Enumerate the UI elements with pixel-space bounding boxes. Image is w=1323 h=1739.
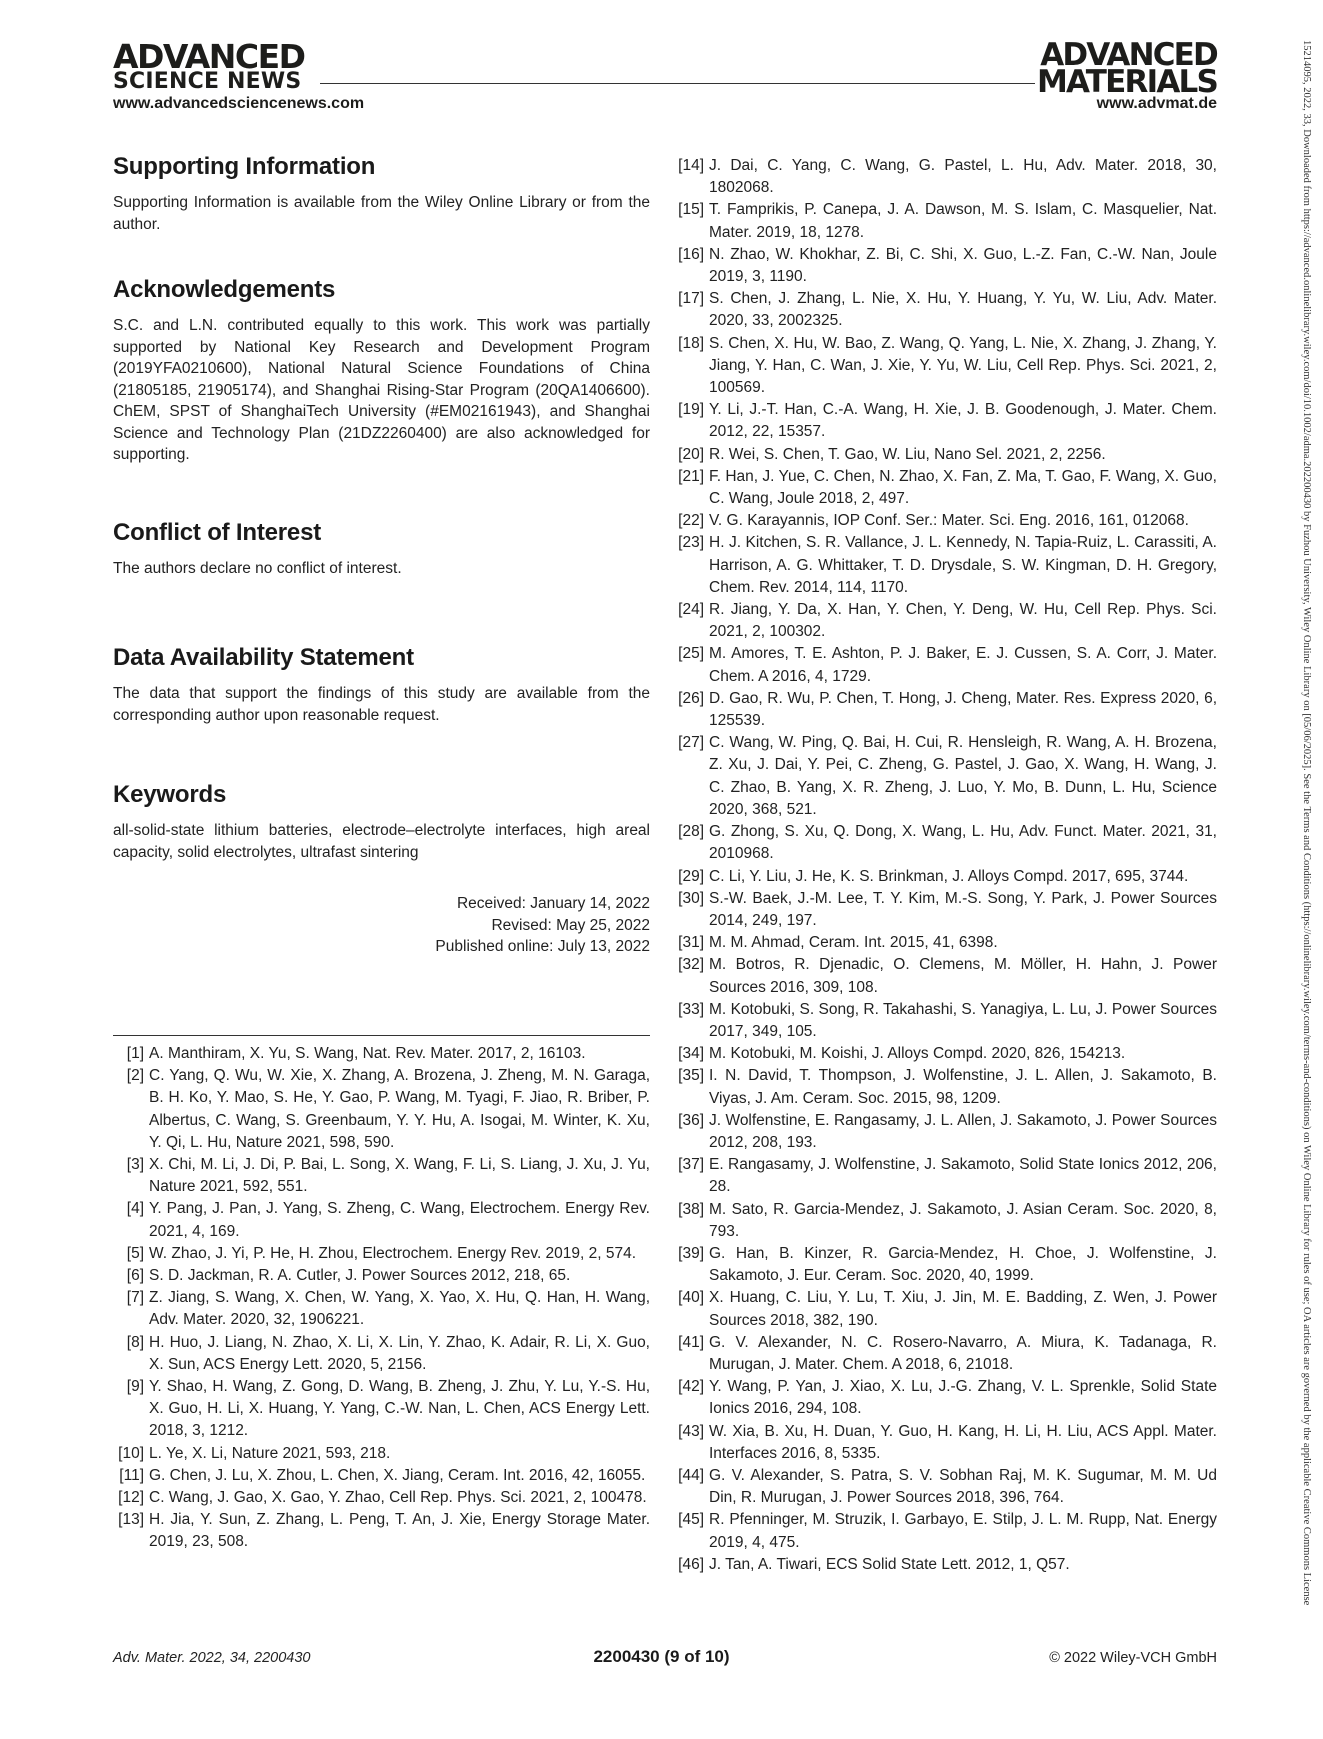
reference-text: X. Huang, C. Liu, Y. Lu, T. Xiu, J. Jin, M. E. Badding, Z. Wen, J. Power Sources 2018, 382, 190.: [709, 1289, 1217, 1329]
reference-item: [673, 643, 1217, 687]
reference-item: [673, 399, 1217, 443]
section-text: Supporting Information is available from the Wiley Online Library or from the author.: [113, 194, 650, 233]
reference-text: M. Sato, R. Garcia-Mendez, J. Sakamoto, J. Asian Ceram. Soc. 2020, 8, 793.: [709, 1200, 1217, 1240]
published-date: Published online: July 13, 2022: [435, 938, 650, 955]
reference-item: [673, 999, 1217, 1043]
reference-item: [673, 1421, 1217, 1465]
section-text: S.C. and L.N. contributed equally to this work. This work was partially supported by National Key Research and Development Program (2019YFA0210600), National Natural Science Foundations of China (21805185, 21905174), and Shanghai Rising-Star Program (20QA1406600). ChEM, SPST of ShanghaiTech University (#EM02161943), and Shanghai Science and Technology Plan (21DZ2260400) are also acknowledged for supporting.: [113, 317, 650, 463]
footer-copyright: © 2022 Wiley-VCH GmbH: [1049, 1650, 1217, 1666]
logo-line-2: SCIENCE NEWS: [113, 69, 302, 94]
reference-number: [2]: [126, 1067, 144, 1085]
reference-text: T. Famprikis, P. Canepa, J. A. Dawson, M. S. Islam, C. Masquelier, Nat. Mater. 2019, 18, 1278.: [709, 201, 1217, 241]
section-heading: Conflict of Interest: [113, 519, 322, 546]
reference-number: [27]: [678, 734, 704, 752]
reference-number: [25]: [678, 645, 704, 663]
reference-number: [12]: [118, 1489, 144, 1507]
reference-number: [24]: [678, 601, 704, 619]
reference-number: [22]: [678, 512, 704, 530]
reference-item: [673, 599, 1217, 643]
received-date: Received: January 14, 2022: [456, 895, 650, 912]
reference-number: [17]: [678, 290, 704, 308]
reference-number: [38]: [678, 1200, 704, 1218]
reference-item: [113, 1509, 650, 1553]
reference-number: [4]: [126, 1200, 144, 1218]
references-left-column: [113, 1043, 650, 1554]
reference-number: [1]: [126, 1045, 144, 1062]
reference-text: G. Zhong, S. Xu, Q. Dong, X. Wang, L. Hu, Adv. Funct. Mater. 2021, 31, 2010968.: [709, 823, 1217, 863]
reference-item: [673, 1509, 1217, 1553]
section-text: The authors declare no conflict of interest.: [113, 560, 402, 577]
reference-item: [113, 1265, 650, 1287]
reference-item: [113, 1287, 650, 1331]
reference-number: [28]: [678, 823, 704, 841]
reference-item: [673, 732, 1217, 821]
reference-number: [11]: [119, 1466, 144, 1484]
reference-number: [33]: [678, 1000, 704, 1018]
reference-number: [6]: [126, 1267, 144, 1285]
reference-text: S. D. Jackman, R. A. Cutler, J. Power Sources 2012, 218, 65.: [149, 1267, 571, 1285]
reference-item: [673, 1043, 1217, 1065]
reference-number: [16]: [678, 245, 704, 263]
reference-text: G. Han, B. Kinzer, R. Garcia-Mendez, H. Choe, J. Wolfenstine, J. Sakamoto, J. Eur. Ceram. Soc. 2020, 40, 1999.: [709, 1244, 1217, 1285]
reference-text: Y. Li, J.-T. Han, C.-A. Wang, H. Xie, J. B. Goodenough, J. Mater. Chem. 2012, 22, 15357.: [709, 401, 1217, 441]
reference-item: [113, 1465, 650, 1487]
reference-text: G. V. Alexander, N. C. Rosero-Navarro, A. Miura, K. Tadanaga, R. Murugan, J. Mater. Chem. A 2018, 6, 21018.: [709, 1333, 1217, 1373]
reference-number: [29]: [678, 867, 704, 885]
reference-item: [113, 1154, 650, 1198]
reference-number: [37]: [678, 1156, 704, 1174]
reference-item: [113, 1487, 650, 1509]
reference-item: [673, 821, 1217, 865]
reference-text: D. Gao, R. Wu, P. Chen, T. Hong, J. Cheng, Mater. Res. Express 2020, 6, 125539.: [709, 689, 1217, 730]
reference-text: W. Zhao, J. Yi, P. He, H. Zhou, Electrochem. Energy Rev. 2019, 2, 574.: [149, 1244, 637, 1262]
reference-text: R. Pfenninger, M. Struzik, I. Garbayo, E. Stilp, J. L. M. Rupp, Nat. Energy 2019, 4, 475.: [709, 1511, 1217, 1551]
reference-text: N. Zhao, W. Khokhar, Z. Bi, C. Shi, X. Guo, L.-Z. Fan, C.-W. Nan, Joule 2019, 3, 1190.: [709, 245, 1217, 286]
footer-page-number: 2200430 (9 of 10): [593, 1647, 730, 1666]
reference-text: S. Chen, X. Hu, W. Bao, Z. Wang, Q. Yang, L. Nie, X. Zhang, J. Zhang, Y. Jiang, Y. Han, C. Wan, J. Xie, Y. Yu, W. Liu, Cell Rep. Phys. Sci. 2021, 2, 100569.: [709, 334, 1217, 397]
reference-item: [673, 1376, 1217, 1420]
reference-text: V. G. Karayannis, IOP Conf. Ser.: Mater. Sci. Eng. 2016, 161, 012068.: [709, 512, 1189, 530]
reference-item: [673, 1243, 1217, 1287]
reference-text: H. Jia, Y. Sun, Z. Zhang, L. Peng, T. An, J. Xie, Energy Storage Mater. 2019, 23, 508.: [149, 1511, 650, 1551]
reference-item: [673, 155, 1217, 199]
section-keywords: [113, 781, 650, 893]
section-conflict-of-interest: [113, 519, 650, 644]
section-text: all-solid-state lithium batteries, electrode–electrolyte interfaces, high areal capacity, solid electrolytes, ultrafast sintering: [113, 822, 650, 861]
reference-item: [673, 1065, 1217, 1109]
reference-item: [113, 1376, 650, 1443]
reference-item: [673, 244, 1217, 288]
reference-text: C. Yang, Q. Wu, W. Xie, X. Zhang, A. Brozena, J. Zheng, M. N. Garaga, B. H. Ko, Y. Mao, S. He, Y. Gao, P. Wang, M. Tyagi, F. Jiao, R. Briber, P. Albertus, C. Wang, S. Greenbaum, Y. Y. Hu, A. Isogai, M. Winter, K. Xu, Y. Qi, L. Hu, Nature 2021, 598, 590.: [149, 1067, 650, 1151]
reference-item: [673, 1287, 1217, 1331]
reference-number: [20]: [678, 445, 704, 463]
section-supporting-information: [113, 153, 650, 276]
reference-number: [3]: [126, 1156, 144, 1174]
download-side-note: 15214095, 2022, 33, Downloaded from https://advanced.onlinelibrary.wiley.com/doi/10.1002/adma.202200430 by Fuzhou University, Wiley Online Library on [05/06/2025]. See the Terms and Conditions (https://onlinelibrary.wiley.com/terms-and-conditions) on Wiley Online Library for rules of use; OA articles are governed by the applicable Creative Commons License: [1301, 40, 1312, 1606]
reference-item: [113, 1043, 650, 1065]
reference-text: S.-W. Baek, J.-M. Lee, T. Y. Kim, M.-S. Song, Y. Park, J. Power Sources 2014, 249, 197.: [709, 889, 1217, 929]
reference-text: Y. Wang, P. Yan, J. Xiao, X. Lu, J.-G. Zhang, V. L. Sprenkle, Solid State Ionics 2016, 294, 108.: [709, 1378, 1217, 1418]
reference-item: [673, 1465, 1217, 1509]
reference-text: C. Wang, J. Gao, X. Gao, Y. Zhao, Cell Rep. Phys. Sci. 2021, 2, 100478.: [149, 1489, 647, 1507]
reference-number: [45]: [678, 1511, 704, 1529]
reference-number: [43]: [678, 1422, 704, 1440]
revised-date: Revised: May 25, 2022: [491, 916, 650, 934]
reference-item: [673, 1199, 1217, 1243]
reference-item: [673, 866, 1217, 888]
advanced-science-news-logo: [113, 37, 313, 94]
reference-number: [36]: [678, 1111, 704, 1129]
reference-number: [8]: [126, 1333, 144, 1351]
section-heading: Data Availability Statement: [113, 644, 414, 671]
reference-text: J. Dai, C. Yang, C. Wang, G. Pastel, L. Hu, Adv. Mater. 2018, 30, 1802068.: [709, 157, 1217, 197]
reference-text: G. Chen, J. Lu, X. Zhou, L. Chen, X. Jiang, Ceram. Int. 2016, 42, 16055.: [149, 1466, 646, 1484]
references-rule: [113, 1035, 650, 1036]
left-url[interactable]: www.advancedsciencenews.com: [113, 95, 365, 112]
reference-item: [673, 932, 1217, 954]
right-url[interactable]: www.advmat.de: [1096, 95, 1217, 112]
reference-text: X. Chi, M. Li, J. Di, P. Bai, L. Song, X. Wang, F. Li, S. Liang, J. Xu, J. Yu, Nature 2021, 592, 551.: [149, 1156, 650, 1196]
reference-item: [113, 1332, 650, 1376]
reference-number: [44]: [678, 1466, 704, 1484]
footer-citation: Adv. Mater. 2022, 34, 2200430: [113, 1650, 311, 1666]
reference-text: C. Wang, W. Ping, Q. Bai, H. Cui, R. Hensleigh, R. Wang, A. H. Brozena, Z. Xu, J. Dai, Y. Pei, C. Zheng, G. Pastel, J. Gao, X. Wang, H. Wang, J. C. Zhao, B. Yang, X. R. Zheng, J. Luo, Y. Mo, B. Dunn, L. Hu, Science 2020, 368, 521.: [709, 734, 1217, 818]
article-dates: [113, 893, 650, 958]
reference-number: [26]: [678, 689, 704, 707]
reference-text: J. Wolfenstine, E. Rangasamy, J. L. Allen, J. Sakamoto, J. Power Sources 2012, 208, 193.: [709, 1111, 1217, 1151]
reference-number: [14]: [678, 157, 704, 174]
reference-number: [13]: [118, 1511, 144, 1529]
reference-item: [673, 288, 1217, 332]
reference-text: M. Amores, T. E. Ashton, P. J. Baker, E. J. Cussen, S. A. Corr, J. Mater. Chem. A 2016, 4, 1729.: [709, 645, 1217, 685]
reference-text: C. Li, Y. Liu, J. He, K. S. Brinkman, J. Alloys Compd. 2017, 695, 3744.: [709, 867, 1189, 885]
reference-number: [15]: [678, 201, 704, 219]
reference-text: J. Tan, A. Tiwari, ECS Solid State Lett. 2012, 1, Q57.: [709, 1555, 1070, 1573]
section-heading: Acknowledgements: [113, 276, 336, 303]
reference-text: M. Kotobuki, S. Song, R. Takahashi, S. Yanagiya, L. Lu, J. Power Sources 2017, 349, 105.: [709, 1000, 1217, 1040]
reference-item: [673, 954, 1217, 998]
reference-number: [10]: [118, 1444, 144, 1462]
reference-item: [113, 1243, 650, 1265]
reference-item: [673, 888, 1217, 932]
section-heading: Keywords: [113, 781, 227, 808]
reference-text: W. Xia, B. Xu, H. Duan, Y. Guo, H. Kang, H. Li, H. Liu, ACS Appl. Mater. Interfaces 2016, 8, 5335.: [709, 1422, 1217, 1462]
reference-number: [7]: [126, 1289, 144, 1307]
reference-number: [34]: [678, 1045, 704, 1063]
reference-text: L. Ye, X. Li, Nature 2021, 593, 218.: [149, 1444, 391, 1462]
references-right-column: [673, 155, 1217, 1576]
reference-text: M. Botros, R. Djenadic, O. Clemens, M. Möller, H. Hahn, J. Power Sources 2016, 309, 108.: [709, 956, 1217, 996]
reference-number: [35]: [678, 1067, 704, 1085]
reference-number: [18]: [678, 334, 704, 352]
reference-item: [673, 1554, 1217, 1576]
section-heading: Supporting Information: [113, 153, 376, 180]
logo-line-2: MATERIALS: [1036, 64, 1217, 100]
reference-item: [113, 1443, 650, 1465]
reference-number: [19]: [678, 401, 704, 419]
reference-text: H. Huo, J. Liang, N. Zhao, X. Li, X. Lin, Y. Zhao, K. Adair, R. Li, X. Guo, X. Sun, ACS Energy Lett. 2020, 5, 2156.: [149, 1333, 650, 1373]
reference-number: [42]: [678, 1378, 704, 1396]
section-acknowledgements: [113, 276, 650, 519]
reference-text: A. Manthiram, X. Yu, S. Wang, Nat. Rev. Mater. 2017, 2, 16103.: [149, 1045, 586, 1062]
reference-item: [673, 199, 1217, 243]
section-data-availability: [113, 644, 650, 781]
reference-text: G. V. Alexander, S. Patra, S. V. Sobhan Raj, M. K. Sugumar, M. M. Ud Din, R. Murugan, J. Power Sources 2018, 396, 764.: [709, 1466, 1217, 1507]
reference-item: [113, 1198, 650, 1242]
reference-number: [30]: [678, 889, 704, 907]
reference-item: [673, 532, 1217, 599]
reference-text: I. N. David, T. Thompson, J. Wolfenstine, J. L. Allen, J. Sakamoto, B. Viyas, J. Am. Ceram. Soc. 2015, 98, 1209.: [709, 1067, 1217, 1107]
logo-line-1: ADVANCED: [1040, 37, 1217, 73]
advanced-materials-logo: [1036, 37, 1217, 100]
reference-number: [32]: [678, 956, 704, 974]
reference-item: [673, 1332, 1217, 1376]
reference-number: [5]: [126, 1244, 144, 1262]
reference-item: [673, 1154, 1217, 1198]
reference-item: [673, 444, 1217, 466]
reference-item: [673, 1110, 1217, 1154]
reference-number: [40]: [678, 1289, 704, 1307]
reference-text: F. Han, J. Yue, C. Chen, N. Zhao, X. Fan, Z. Ma, T. Gao, F. Wang, X. Guo, C. Wang, Joule 2018, 2, 497.: [709, 467, 1217, 508]
reference-text: H. J. Kitchen, S. R. Vallance, J. L. Kennedy, N. Tapia-Ruiz, L. Carassiti, A. Harrison, A. G. Whittaker, T. D. Drysdale, S. W. Kingman, D. H. Gregory, Chem. Rev. 2014, 114, 1170.: [709, 534, 1217, 596]
left-column: [113, 153, 650, 958]
reference-text: S. Chen, J. Zhang, L. Nie, X. Hu, Y. Huang, Y. Yu, W. Liu, Adv. Mater. 2020, 33, 2002325.: [709, 290, 1217, 330]
reference-number: [31]: [678, 934, 704, 952]
reference-text: Y. Pang, J. Pan, J. Yang, S. Zheng, C. Wang, Electrochem. Energy Rev. 2021, 4, 169.: [149, 1200, 650, 1240]
reference-text: Z. Jiang, S. Wang, X. Chen, W. Yang, X. Yao, X. Hu, Q. Han, H. Wang, Adv. Mater. 2020, 32, 1906221.: [149, 1289, 650, 1329]
reference-number: [23]: [678, 534, 704, 552]
reference-item: [673, 333, 1217, 400]
reference-text: R. Wei, S. Chen, T. Gao, W. Liu, Nano Sel. 2021, 2, 2256.: [709, 445, 1106, 463]
reference-text: Y. Shao, H. Wang, Z. Gong, D. Wang, B. Zheng, J. Zhu, Y. Lu, Y.-S. Hu, X. Guo, H. Li, X. Huang, Y. Yang, C.-W. Nan, L. Chen, ACS Energy Lett. 2018, 3, 1212.: [149, 1378, 650, 1440]
reference-item: [673, 466, 1217, 510]
reference-number: [41]: [678, 1333, 704, 1351]
reference-number: [39]: [678, 1244, 704, 1262]
reference-number: [46]: [678, 1555, 704, 1573]
reference-text: R. Jiang, Y. Da, X. Han, Y. Chen, Y. Deng, W. Hu, Cell Rep. Phys. Sci. 2021, 2, 100302.: [709, 601, 1217, 641]
logo-line-1: ADVANCED: [113, 37, 305, 76]
header-rule: [320, 83, 1035, 84]
reference-item: [673, 688, 1217, 732]
section-text: The data that support the findings of this study are available from the corresponding author upon reasonable request.: [113, 685, 650, 724]
reference-text: M. Kotobuki, M. Koishi, J. Alloys Compd. 2020, 826, 154213.: [709, 1045, 1126, 1063]
reference-number: [21]: [678, 467, 704, 485]
reference-text: M. M. Ahmad, Ceram. Int. 2015, 41, 6398.: [709, 934, 998, 952]
reference-text: E. Rangasamy, J. Wolfenstine, J. Sakamoto, Solid State Ionics 2012, 206, 28.: [709, 1156, 1217, 1196]
reference-item: [673, 510, 1217, 532]
reference-number: [9]: [126, 1378, 144, 1396]
reference-item: [113, 1065, 650, 1154]
